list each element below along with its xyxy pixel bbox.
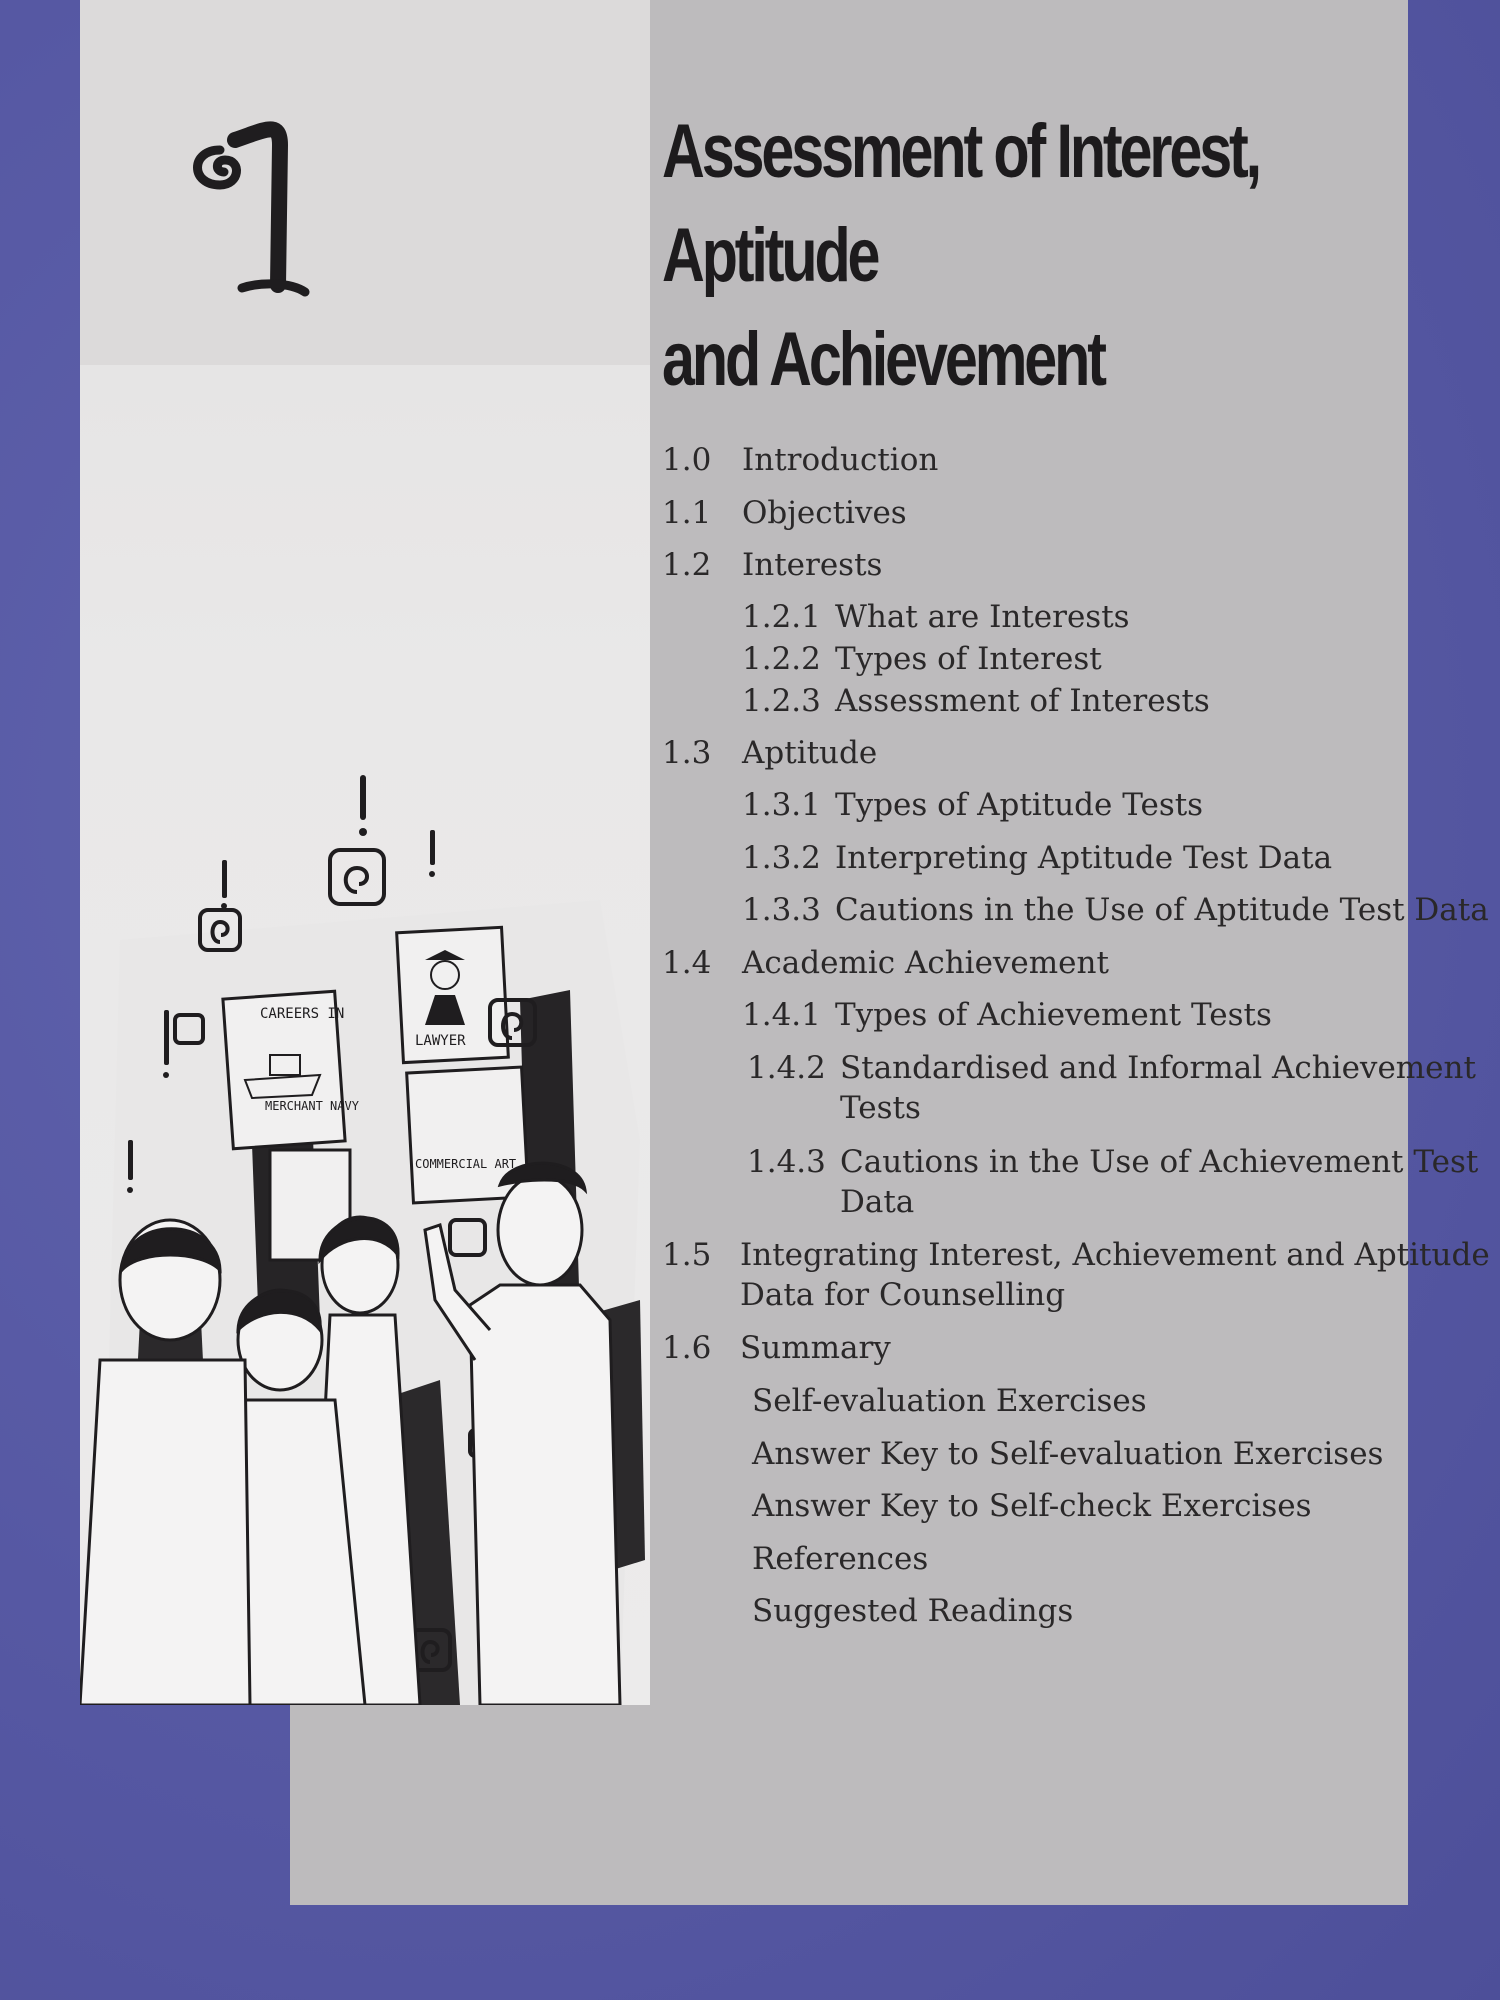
toc-number: 1.6 [662, 1330, 712, 1366]
toc-item: Answer Key to Self-evaluation Exercises [752, 1436, 1384, 1472]
toc-label: Integrating Interest, Achievement and Aptitude [740, 1237, 1490, 1273]
career-illustration [80, 760, 650, 1705]
toc-item: Suggested Readings [752, 1593, 1074, 1629]
toc-subentry [742, 785, 1203, 825]
chapter-title-line-1: Assessment of Interest, Aptitude [662, 109, 1260, 298]
sign-careers: CAREERS IN [260, 1006, 345, 1022]
sign-merchant-navy: MERCHANT NAVY [265, 1099, 359, 1113]
toc-label: Assessment of Interests [835, 683, 1210, 719]
toc-number: 1.2.3 [742, 683, 821, 719]
toc-entry [662, 545, 882, 585]
toc-number: 1.4.3 [747, 1144, 826, 1180]
toc-subentry [742, 681, 1210, 721]
toc-item: References [752, 1541, 929, 1577]
chapter-number-panel [80, 0, 650, 365]
toc-number: 1.5 [662, 1237, 712, 1273]
toc-entry [662, 493, 907, 533]
toc-number: 1.4.1 [742, 997, 821, 1033]
chapter-title-line-2: and Achievement [662, 317, 1104, 402]
toc-label: Types of Aptitude Tests [835, 787, 1204, 823]
toc-label: Objectives [742, 495, 907, 531]
toc-item: Self-evaluation Exercises [752, 1383, 1147, 1419]
toc-number: 1.3.1 [742, 787, 821, 823]
toc-label: Types of Achievement Tests [835, 997, 1272, 1033]
toc-entry [662, 440, 938, 480]
toc-subentry [742, 838, 1332, 878]
toc-number: 1.2.1 [742, 599, 821, 635]
toc-subentry [747, 1048, 1476, 1088]
toc-label-continued: Data [840, 1184, 915, 1220]
toc-number: 1.0 [662, 442, 712, 478]
toc-number: 1.3.2 [742, 840, 821, 876]
toc-number: 1.2.2 [742, 641, 821, 677]
toc-number: 1.4.2 [747, 1050, 826, 1086]
toc-number: 1.4 [662, 945, 712, 981]
toc-number: 1.2 [662, 547, 712, 583]
chapter-number [180, 110, 310, 310]
toc-subentry [742, 639, 1102, 679]
toc-label: Standardised and Informal Achievement [840, 1050, 1476, 1086]
toc-subentry [742, 995, 1272, 1035]
toc-item: Answer Key to Self-check Exercises [752, 1488, 1312, 1524]
toc-subentry [742, 597, 1130, 637]
toc-label: Interests [742, 547, 883, 583]
toc-entry [662, 733, 877, 773]
toc-number: 1.3.3 [742, 892, 821, 928]
toc-label: Academic Achievement [742, 945, 1109, 981]
toc-entry [662, 943, 1109, 983]
sign-lawyer: LAWYER [415, 1033, 466, 1049]
toc-subentry [742, 890, 1489, 930]
toc-label-continued: Data for Counselling [740, 1277, 1066, 1313]
toc-number: 1.1 [662, 495, 712, 531]
toc-number: 1.3 [662, 735, 712, 771]
toc-label: Introduction [742, 442, 939, 478]
toc-entry [662, 1328, 891, 1368]
toc-label: Types of Interest [835, 641, 1102, 677]
toc-label: Aptitude [742, 735, 878, 771]
toc-label: What are Interests [835, 599, 1130, 635]
toc-label: Interpreting Aptitude Test Data [835, 840, 1333, 876]
sign-commercial-art: COMMERCIAL ART [415, 1157, 517, 1171]
toc-entry [662, 1235, 1490, 1275]
chapter-title [662, 100, 1423, 412]
toc-label: Cautions in the Use of Aptitude Test Data [835, 892, 1489, 928]
toc-subentry [747, 1142, 1478, 1182]
toc-label: Cautions in the Use of Achievement Test [840, 1144, 1479, 1180]
toc-label: Summary [740, 1330, 891, 1366]
toc-label-continued: Tests [840, 1090, 921, 1126]
